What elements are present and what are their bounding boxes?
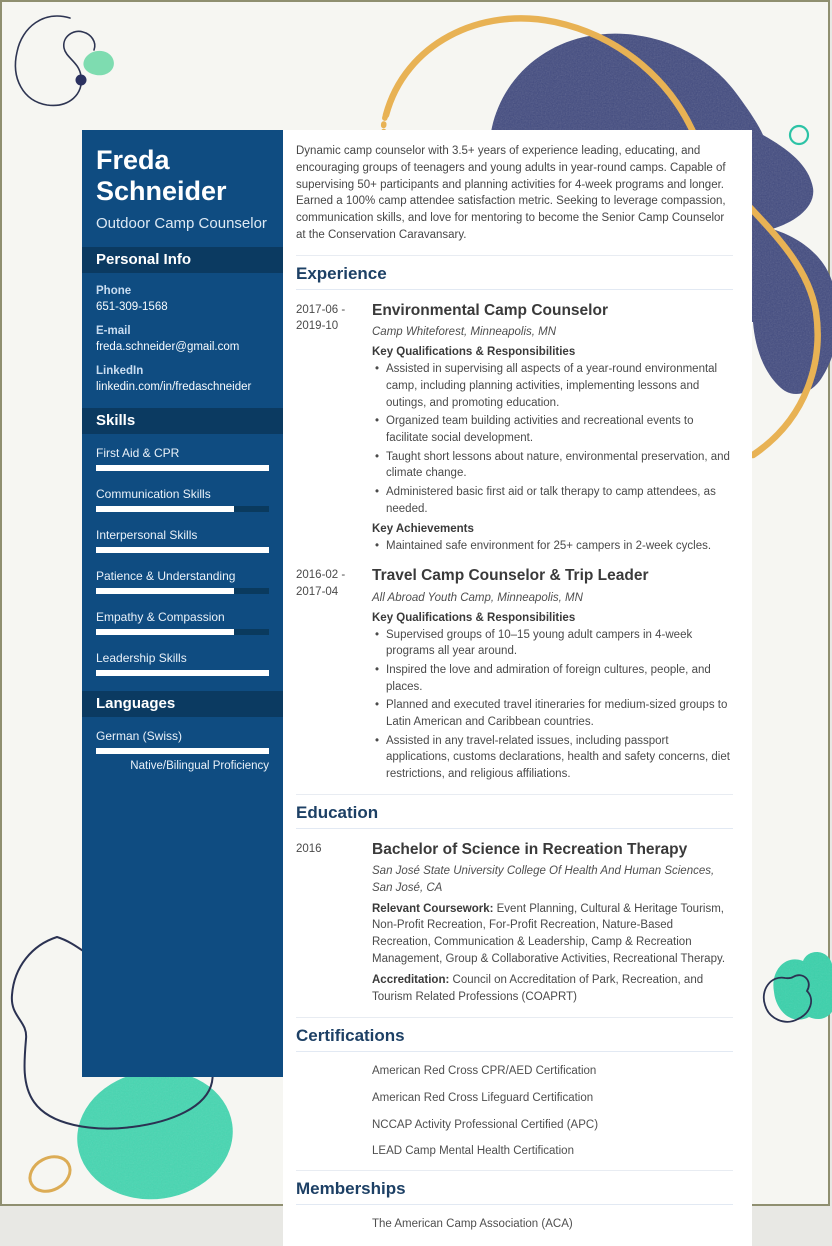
linkedin-label: LinkedIn (96, 364, 144, 377)
coursework-paragraph (372, 901, 733, 968)
skill-item (96, 528, 269, 553)
responsibility-list (372, 627, 733, 783)
coursework-text: Event Planning, Cultural & Heritage Tourism, Non-Profit Recreation, For-Profit Recreation, Nature-Based Recreation, Communication & Leadership, Camp & Recreation Management, Group & Collaborative Activities, Recreational Therapy. (372, 902, 726, 965)
certification-item: NCCAP Activity Professional Certified (APC) (372, 1118, 599, 1131)
school-location: San José State University College Of Health And Human Sciences, San José, CA (372, 865, 715, 894)
company-location: All Abroad Youth Camp, Minneapolis, MN (372, 591, 583, 604)
bullet: • Assisted in supervising all aspects of a year-round environmental camp, including planning activities, implementing lessons and outings, and promoting education. (386, 361, 733, 411)
skill-bar-fill (96, 465, 269, 471)
graduation-year: 2016 (296, 842, 322, 855)
certification-item: American Red Cross Lifeguard Certification (372, 1091, 594, 1104)
date-end: 2019-10 (296, 320, 339, 333)
section-rule (296, 1051, 733, 1052)
education-section-heading: Education (296, 802, 379, 822)
experience-entry (296, 302, 733, 555)
deco-top-left-shapes (8, 8, 138, 118)
skill-name: First Aid & CPR (96, 445, 180, 460)
languages-heading: Languages (82, 691, 283, 717)
certification-item: LEAD Camp Mental Health Certification (372, 1145, 574, 1158)
certifications-section-heading: Certifications (296, 1025, 405, 1045)
skill-bar-fill (96, 629, 234, 635)
gold-oval-outline (24, 1150, 76, 1198)
candidate-job-title: Outdoor Camp Counselor (96, 214, 267, 232)
sidebar (82, 130, 283, 1077)
skill-bar (96, 588, 269, 594)
entry-body (372, 841, 733, 1006)
memberships-section-heading: Memberships (296, 1179, 406, 1199)
coursework-label: Relevant Coursework: (372, 902, 494, 915)
skill-bar-fill (96, 670, 269, 676)
professional-summary: Dynamic camp counselor with 3.5+ years of experience leading, educating, and encouraging groups of teenagers and young adults in year-round camps. Capable of supervising 50+ participants and planning activities for 4-week programs and longer. Earned a 100% camp attendee satisfaction metric. Seeking to leverage compassion, communication skills, and love for mentoring to become the Senior Camp Counselor at the Conservation Caravansary. (296, 145, 726, 241)
entry-dates (296, 567, 372, 783)
skill-bar (96, 465, 269, 471)
language-bar (96, 748, 269, 754)
skill-name: Empathy & Compassion (96, 609, 225, 624)
skills-heading: Skills (82, 408, 283, 434)
skill-bar-fill (96, 588, 234, 594)
bullet: • Assisted in any travel-related issues, including passport applications, customs declarations, health and safety concerns, diet restrictions, and religious affiliations. (386, 733, 733, 783)
language-item (96, 729, 269, 754)
mint-blob-icon (83, 51, 113, 75)
skill-bar-fill (96, 506, 234, 512)
bullet: • Maintained safe environment for 25+ campers in 2-week cycles. (386, 538, 733, 555)
education-entry (296, 841, 733, 1006)
personal-info-phone (96, 285, 269, 313)
skill-item (96, 610, 269, 635)
qualifications-heading: Key Qualifications & Responsibilities (372, 346, 576, 359)
bullet: • Administered basic first aid or talk therapy to camp attendees, as needed. (386, 484, 733, 517)
experience-entry (296, 567, 733, 783)
candidate-name: Freda Schneider (96, 145, 227, 207)
skill-name: Communication Skills (96, 486, 211, 501)
skill-item (96, 569, 269, 594)
email-value: freda.schneider@gmail.com (96, 340, 240, 353)
teal-ring-icon (790, 126, 808, 144)
achievement-list (372, 538, 733, 555)
bullet: • Supervised groups of 10–15 young adult campers in 4-week programs all year around. (386, 627, 733, 660)
section-rule (296, 289, 733, 290)
skill-bar-fill (96, 547, 269, 553)
skill-bar (96, 629, 269, 635)
date-start: 2017-06 - (296, 303, 346, 316)
job-title: Travel Camp Counselor & Trip Leader (372, 567, 649, 585)
entry-body (372, 567, 733, 783)
qualifications-heading: Key Qualifications & Responsibilities (372, 611, 576, 624)
phone-label: Phone (96, 284, 132, 297)
skill-item (96, 651, 269, 676)
responsibility-list (372, 361, 733, 517)
personal-info-heading: Personal Info (82, 247, 283, 273)
bullet: • Inspired the love and admiration of foreign cultures, people, and places. (386, 662, 733, 695)
membership-item: The American Camp Association (ACA) (372, 1218, 573, 1231)
accreditation-label: Accreditation: (372, 974, 450, 987)
section-divider (296, 1170, 733, 1171)
skill-name: Interpersonal Skills (96, 527, 198, 542)
accreditation-paragraph (372, 972, 733, 1005)
entry-dates (296, 841, 372, 1006)
date-start: 2016-02 - (296, 569, 346, 582)
phone-value: 651-309-1568 (96, 300, 168, 313)
bullet: • Organized team building activities and recreational events to facilitate social development. (386, 413, 733, 446)
email-label: E-mail (96, 324, 131, 337)
section-divider (296, 255, 733, 256)
personal-info-email (96, 325, 269, 353)
bullet: • Taught short lessons about nature, environmental preservation, and climate change. (386, 449, 733, 482)
experience-section-heading: Experience (296, 263, 387, 283)
bullet: • Planned and executed travel itineraries for medium-sized groups to Latin American and Caribbean countries. (386, 697, 733, 730)
skill-name: Leadership Skills (96, 650, 187, 665)
company-location: Camp Whiteforest, Minneapolis, MN (372, 326, 557, 339)
skill-bar (96, 547, 269, 553)
skill-item (96, 446, 269, 471)
skill-bar (96, 670, 269, 676)
skill-bar (96, 506, 269, 512)
personal-info-linkedin (96, 365, 269, 393)
language-bar-fill (96, 748, 269, 754)
accreditation-text: Council on Accreditation of Park, Recreation, and Tourism Related Professions (COAPRT) (372, 974, 704, 1003)
achievements-heading: Key Achievements (372, 523, 474, 536)
entry-dates (296, 302, 372, 555)
bean-outline-icon (15, 16, 94, 105)
section-divider (296, 794, 733, 795)
date-end: 2017-04 (296, 585, 339, 598)
section-rule (296, 828, 733, 829)
certification-item: American Red Cross CPR/AED Certification (372, 1064, 597, 1077)
linkedin-value: linkedin.com/in/fredaschneider (96, 380, 252, 393)
section-rule (296, 1204, 733, 1205)
skill-item (96, 487, 269, 512)
resume-main-panel (283, 130, 752, 1246)
degree-title: Bachelor of Science in Recreation Therapy (372, 840, 688, 858)
language-proficiency: Native/Bilingual Proficiency (130, 759, 269, 772)
navy-dot-icon (76, 75, 87, 86)
section-divider (296, 1017, 733, 1018)
skill-name: Patience & Understanding (96, 568, 236, 583)
job-title: Environmental Camp Counselor (372, 301, 608, 319)
language-name: German (Swiss) (96, 728, 183, 743)
entry-body (372, 302, 733, 555)
